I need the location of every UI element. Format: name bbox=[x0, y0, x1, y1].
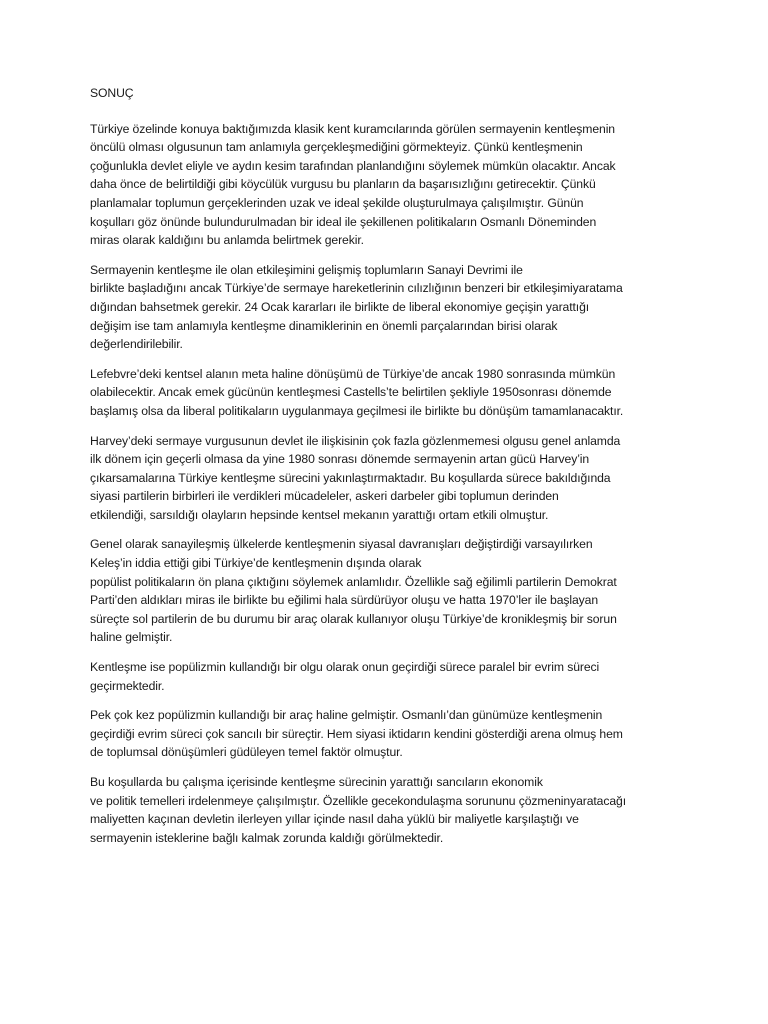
paragraph-list bbox=[90, 120, 690, 848]
text-line: başlamış olsa da liberal politikaların uygulanmaya geçilmesi ile birlikte bu dönüşüm tamamlanacaktır. bbox=[90, 403, 624, 418]
text-line: Harvey’deki sermaye vurgusunun devlet ile ilişkisinin çok fazla gözlenmemesi olgusu genel anlamda bbox=[90, 433, 621, 448]
text-line: siyasi partilerin birbirleri ile verdikleri mücadeleler, askeri darbeler gibi toplumun derinden bbox=[90, 489, 559, 504]
text-line: değişim ise tam anlamıyla kentleşme dinamiklerinin en önemli parçalarından birisi olarak bbox=[90, 318, 558, 333]
text-line: de toplumsal dönüşümleri güdüleyen temel faktör olmuştur. bbox=[90, 745, 403, 760]
document-body bbox=[90, 84, 690, 858]
paragraph bbox=[90, 432, 690, 525]
paragraph bbox=[90, 120, 690, 250]
text-line: Bu koşullarda bu çalışma içerisinde kentleşme sürecinin yarattığı sancıların ekonomik bbox=[90, 775, 543, 789]
text-line: Türkiye özelinde konuya baktığımızda klasik kent kuramcılarında görülen sermayenin kentleşmenin bbox=[90, 121, 615, 136]
text-line: haline gelmiştir. bbox=[90, 630, 173, 645]
text-line: popülist politikaların ön plana çıktığını söylemek anlamlıdır. Özellikle sağ eğilimli partilerin Demokrat bbox=[90, 574, 617, 589]
text-line: birlikte başladığını ancak Türkiye’de sermaye hareketlerinin cılızlığının benzeri bir etkileşimiyaratama bbox=[90, 281, 623, 296]
paragraph bbox=[90, 658, 690, 695]
text-line: miras olarak kaldığını bu anlamda belirtmek gerekir. bbox=[90, 233, 364, 248]
text-line: Kentleşme ise popülizmin kullandığı bir olgu olarak onun geçirdiği sürece paralel bir evrim süreci bbox=[90, 660, 600, 675]
text-line: olabilecektir. Ancak emek gücünün kentleşmesi Castells’te belirtilen şekliyle 1950sonrası dönemde bbox=[90, 385, 612, 400]
paragraph bbox=[90, 261, 690, 354]
text-line: Genel olarak sanayileşmiş ülkelerde kentleşmenin siyasal davranışları değiştirdiği varsayılırken bbox=[90, 537, 593, 552]
section-heading: SONUÇ bbox=[90, 86, 134, 100]
text-line: çıkarsamalarına Türkiye kentleşme sürecini yakınlaştırmaktadır. Bu koşullarda sürece bakıldığında bbox=[90, 470, 611, 485]
text-line: değerlendirilebilir. bbox=[90, 337, 183, 352]
paragraph bbox=[90, 773, 690, 847]
text-line: Sermayenin kentleşme ile olan etkileşimini gelişmiş toplumların Sanayi Devrimi ile bbox=[90, 262, 523, 277]
text-line: sermayenin isteklerine bağlı kalmak zorunda kaldığı görülmektedir. bbox=[90, 830, 444, 845]
text-line: dığından bahsetmek gerekir. 24 Ocak kararları ile birlikte de liberal ekonomiye geçişin yarattığı bbox=[90, 299, 590, 314]
text-line: öncülü olması olgusunun tam anlamıyla gerçekleşmediğini görmekteyiz. Çünkü kentleşmenin bbox=[90, 140, 583, 155]
text-line: ve politik temelleri irdelenmeye çalışılmıştır. Özellikle gecekondulaşma sorununu çözmeninyaratacağı bbox=[90, 793, 626, 808]
text-line: koşulları göz önünde bulundurulmadan bir ideal ile şekillenen politikaların Osmanlı Döneminden bbox=[90, 214, 597, 229]
text-line: Pek çok kez popülizmin kullandığı bir araç haline gelmiştir. Osmanlı’dan günümüze kentleşmenin bbox=[90, 708, 603, 723]
text-line: Keleş’in iddia ettiği gibi Türkiye’de kentleşmenin dışında olarak bbox=[90, 556, 422, 571]
text-line: Lefebvre’deki kentsel alanın meta haline dönüşümü de Türkiye’de ancak 1980 sonrasında mümkün bbox=[90, 366, 616, 381]
text-line: ilk dönem için geçerli olmasa da yine 1980 sonrası dönemde sermayenin artan gücü Harvey’in bbox=[90, 452, 590, 467]
text-line: planlamalar toplumun gerçeklerinden uzak ve ideal şekilde oluşturulmaya çalışılmıştır. Günün bbox=[90, 195, 584, 210]
paragraph bbox=[90, 706, 690, 762]
text-line: geçirmektedir. bbox=[90, 678, 165, 693]
text-line: etkilendiği, sarsıldığı olayların hepsinde kentsel mekanın yarattığı ortam etkili olmuştur. bbox=[90, 507, 549, 522]
text-line: Parti’den aldıkları miras ile birlikte bu eğilimi hala sürdürüyor oluşu ve hatta 1970’ler ile başlayan bbox=[90, 593, 599, 608]
paragraph bbox=[90, 365, 690, 421]
text-line: daha önce de belirtildiği gibi köycülük vurgusu bu planların da başarısızlığını getirecektir. Çünkü bbox=[90, 177, 596, 192]
text-line: geçirdiği evrim süreci çok sancılı bir süreçtir. Hem siyasi iktidarın kendini gösterdiği arena olmuş hem bbox=[90, 726, 623, 741]
text-line: süreçte sol partilerin de bu durumu bir araç olarak kullanıyor oluşu Türkiye’de kronikleşmiş bir sorun bbox=[90, 611, 617, 626]
text-line: çoğunlukla devlet eliyle ve aydın kesim tarafından planlandığını söylemek mümkün olacaktır. Ancak bbox=[90, 158, 616, 173]
text-line: maliyetten kaçınan devletin ilerleyen yıllar içinde nasıl daha yüklü bir maliyetle karşılaştığı ve bbox=[90, 812, 579, 827]
paragraph bbox=[90, 535, 690, 647]
